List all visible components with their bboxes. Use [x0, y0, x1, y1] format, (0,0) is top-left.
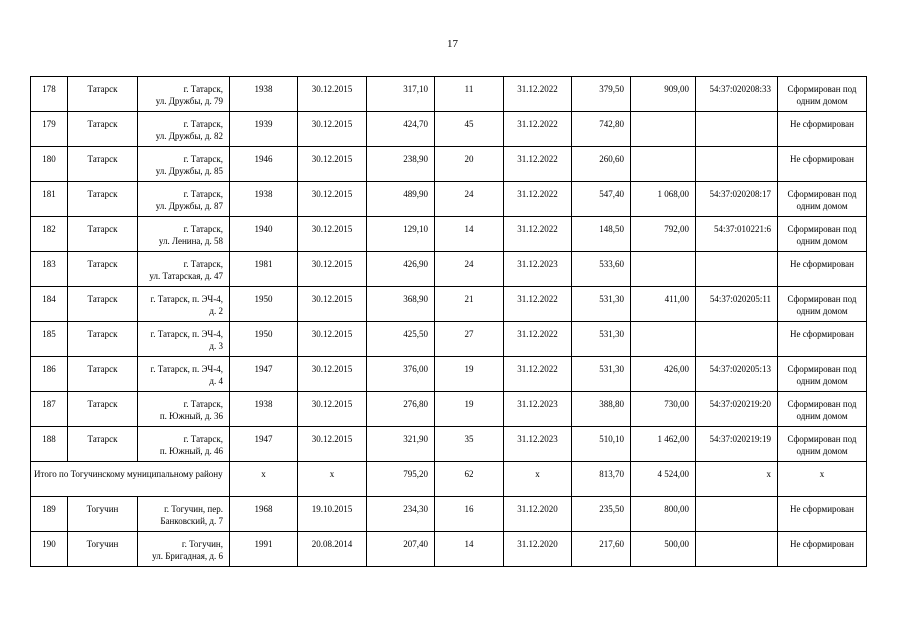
status-cell: Сформирован под одним домом	[778, 77, 867, 112]
residents-cell: 27	[435, 322, 504, 357]
locality-cell: Татарск	[68, 392, 138, 427]
area-cell: 795,20	[367, 462, 435, 497]
table-row	[31, 182, 867, 217]
year-cell: 1946	[230, 147, 298, 182]
total-label-cell: Итого по Тогучинскому муниципальному району	[31, 462, 230, 497]
address-cell: г. Тогучин, пер. Банковский, д. 7	[138, 497, 230, 532]
residents-cell: 24	[435, 182, 504, 217]
land-area-cell: 730,00	[631, 392, 696, 427]
table-row	[31, 252, 867, 287]
land-area-cell: 1 068,00	[631, 182, 696, 217]
status-cell: Сформирован под одним домом	[778, 217, 867, 252]
date-cell: 30.12.2015	[298, 217, 367, 252]
page-number: 17	[447, 38, 458, 50]
cadastre-cell	[696, 147, 778, 182]
year-cell: 1981	[230, 252, 298, 287]
residents-cell: 21	[435, 287, 504, 322]
status-cell: Сформирован под одним домом	[778, 427, 867, 462]
land-area-cell	[631, 112, 696, 147]
locality-cell: Татарск	[68, 322, 138, 357]
table-row	[31, 217, 867, 252]
status-cell: х	[778, 462, 867, 497]
address-cell: г. Татарск, ул. Татарская, д. 47	[138, 252, 230, 287]
deadline-cell: 31.12.2023	[504, 392, 572, 427]
locality-cell: Тогучин	[68, 497, 138, 532]
cadastre-cell	[696, 532, 778, 567]
cadastre-cell: 54:37:020208:17	[696, 182, 778, 217]
area2-cell: 531,30	[572, 357, 631, 392]
date-cell: 30.12.2015	[298, 112, 367, 147]
area-cell: 238,90	[367, 147, 435, 182]
residents-cell: 14	[435, 217, 504, 252]
cadastre-cell: 54:37:020219:20	[696, 392, 778, 427]
status-cell: Не сформирован	[778, 532, 867, 567]
area-cell: 317,10	[367, 77, 435, 112]
cadastre-cell: 54:37:020205:13	[696, 357, 778, 392]
row-number-cell: 187	[31, 392, 68, 427]
date-cell: 20.08.2014	[298, 532, 367, 567]
area-cell: 207,40	[367, 532, 435, 567]
area-cell: 426,90	[367, 252, 435, 287]
area-cell: 129,10	[367, 217, 435, 252]
land-area-cell: 411,00	[631, 287, 696, 322]
year-cell: 1950	[230, 287, 298, 322]
address-cell: г. Татарск, п. Южный, д. 46	[138, 427, 230, 462]
locality-cell: Татарск	[68, 357, 138, 392]
area-cell: 489,90	[367, 182, 435, 217]
area2-cell: 388,80	[572, 392, 631, 427]
area2-cell: 260,60	[572, 147, 631, 182]
cadastre-cell: х	[696, 462, 778, 497]
locality-cell: Татарск	[68, 182, 138, 217]
deadline-cell: 31.12.2022	[504, 322, 572, 357]
row-number-cell: 188	[31, 427, 68, 462]
row-number-cell: 186	[31, 357, 68, 392]
status-cell: Сформирован под одним домом	[778, 182, 867, 217]
status-cell: Не сформирован	[778, 112, 867, 147]
deadline-cell: 31.12.2020	[504, 497, 572, 532]
address-cell: г. Татарск, п. ЭЧ-4, д. 3	[138, 322, 230, 357]
area2-cell: 379,50	[572, 77, 631, 112]
cadastre-cell: 54:37:020205:11	[696, 287, 778, 322]
address-cell: г. Татарск, ул. Дружбы, д. 79	[138, 77, 230, 112]
table-row	[31, 497, 867, 532]
row-number-cell: 180	[31, 147, 68, 182]
area-cell: 376,00	[367, 357, 435, 392]
table-row	[31, 392, 867, 427]
land-area-cell: 426,00	[631, 357, 696, 392]
date-cell: 30.12.2015	[298, 287, 367, 322]
row-number-cell: 181	[31, 182, 68, 217]
deadline-cell: 31.12.2022	[504, 287, 572, 322]
land-area-cell: 4 524,00	[631, 462, 696, 497]
land-area-cell: 792,00	[631, 217, 696, 252]
deadline-cell: 31.12.2022	[504, 217, 572, 252]
status-cell: Сформирован под одним домом	[778, 287, 867, 322]
cadastre-cell	[696, 322, 778, 357]
table-row	[31, 532, 867, 567]
area2-cell: 813,70	[572, 462, 631, 497]
residents-cell: 16	[435, 497, 504, 532]
residents-cell: 35	[435, 427, 504, 462]
row-number-cell: 179	[31, 112, 68, 147]
buildings-table	[30, 76, 867, 567]
deadline-cell: 31.12.2022	[504, 112, 572, 147]
row-number-cell: 190	[31, 532, 68, 567]
table-row	[31, 77, 867, 112]
table-row	[31, 287, 867, 322]
area-cell: 425,50	[367, 322, 435, 357]
table-row	[31, 147, 867, 182]
year-cell: 1938	[230, 182, 298, 217]
address-cell: г. Татарск, ул. Дружбы, д. 82	[138, 112, 230, 147]
address-cell: г. Татарск, п. ЭЧ-4, д. 4	[138, 357, 230, 392]
date-cell: 30.12.2015	[298, 392, 367, 427]
deadline-cell: 31.12.2022	[504, 357, 572, 392]
date-cell: 30.12.2015	[298, 182, 367, 217]
area2-cell: 217,60	[572, 532, 631, 567]
table-row	[31, 357, 867, 392]
cadastre-cell	[696, 252, 778, 287]
date-cell: 30.12.2015	[298, 77, 367, 112]
area2-cell: 235,50	[572, 497, 631, 532]
land-area-cell	[631, 147, 696, 182]
status-cell: Не сформирован	[778, 497, 867, 532]
area2-cell: 148,50	[572, 217, 631, 252]
row-number-cell: 182	[31, 217, 68, 252]
address-cell: г. Тогучин, ул. Бригадная, д. 6	[138, 532, 230, 567]
table-row	[31, 322, 867, 357]
year-cell: 1950	[230, 322, 298, 357]
locality-cell: Татарск	[68, 77, 138, 112]
row-number-cell: 184	[31, 287, 68, 322]
cadastre-cell: 54:37:020219:19	[696, 427, 778, 462]
deadline-cell: 31.12.2023	[504, 252, 572, 287]
address-cell: г. Татарск, ул. Ленина, д. 58	[138, 217, 230, 252]
date-cell: 30.12.2015	[298, 147, 367, 182]
year-cell: 1938	[230, 392, 298, 427]
area-cell: 234,30	[367, 497, 435, 532]
status-cell: Сформирован под одним домом	[778, 357, 867, 392]
year-cell: 1991	[230, 532, 298, 567]
locality-cell: Татарск	[68, 287, 138, 322]
residents-cell: 45	[435, 112, 504, 147]
deadline-cell: 31.12.2022	[504, 77, 572, 112]
date-cell: 30.12.2015	[298, 252, 367, 287]
year-cell: 1947	[230, 427, 298, 462]
row-number-cell: 183	[31, 252, 68, 287]
locality-cell: Тогучин	[68, 532, 138, 567]
table-row	[31, 112, 867, 147]
year-cell: 1939	[230, 112, 298, 147]
land-area-cell: 500,00	[631, 532, 696, 567]
table-row	[31, 427, 867, 462]
year-cell: 1947	[230, 357, 298, 392]
area2-cell: 547,40	[572, 182, 631, 217]
locality-cell: Татарск	[68, 252, 138, 287]
locality-cell: Татарск	[68, 217, 138, 252]
date-cell: х	[298, 462, 367, 497]
cadastre-cell: 54:37:010221:6	[696, 217, 778, 252]
residents-cell: 11	[435, 77, 504, 112]
locality-cell: Татарск	[68, 112, 138, 147]
area-cell: 424,70	[367, 112, 435, 147]
status-cell: Не сформирован	[778, 322, 867, 357]
address-cell: г. Татарск, ул. Дружбы, д. 87	[138, 182, 230, 217]
deadline-cell: 31.12.2022	[504, 182, 572, 217]
area2-cell: 533,60	[572, 252, 631, 287]
deadline-cell: 31.12.2022	[504, 147, 572, 182]
residents-cell: 24	[435, 252, 504, 287]
address-cell: г. Татарск, п. Южный, д. 36	[138, 392, 230, 427]
status-cell: Сформирован под одним домом	[778, 392, 867, 427]
cadastre-cell: 54:37:020208:33	[696, 77, 778, 112]
year-cell: 1940	[230, 217, 298, 252]
deadline-cell: х	[504, 462, 572, 497]
area2-cell: 742,80	[572, 112, 631, 147]
status-cell: Не сформирован	[778, 147, 867, 182]
date-cell: 30.12.2015	[298, 322, 367, 357]
residents-cell: 14	[435, 532, 504, 567]
year-cell: 1968	[230, 497, 298, 532]
residents-cell: 20	[435, 147, 504, 182]
row-number-cell: 185	[31, 322, 68, 357]
cadastre-cell	[696, 112, 778, 147]
row-number-cell: 178	[31, 77, 68, 112]
deadline-cell: 31.12.2020	[504, 532, 572, 567]
year-cell: 1938	[230, 77, 298, 112]
area2-cell: 531,30	[572, 322, 631, 357]
residents-cell: 62	[435, 462, 504, 497]
status-cell: Не сформирован	[778, 252, 867, 287]
date-cell: 19.10.2015	[298, 497, 367, 532]
total-row	[31, 462, 867, 497]
date-cell: 30.12.2015	[298, 427, 367, 462]
row-number-cell: 189	[31, 497, 68, 532]
date-cell: 30.12.2015	[298, 357, 367, 392]
residents-cell: 19	[435, 392, 504, 427]
residents-cell: 19	[435, 357, 504, 392]
land-area-cell: 1 462,00	[631, 427, 696, 462]
land-area-cell: 909,00	[631, 77, 696, 112]
land-area-cell: 800,00	[631, 497, 696, 532]
area-cell: 321,90	[367, 427, 435, 462]
locality-cell: Татарск	[68, 147, 138, 182]
area2-cell: 510,10	[572, 427, 631, 462]
area-cell: 368,90	[367, 287, 435, 322]
locality-cell: Татарск	[68, 427, 138, 462]
area-cell: 276,80	[367, 392, 435, 427]
area2-cell: 531,30	[572, 287, 631, 322]
land-area-cell	[631, 252, 696, 287]
land-area-cell	[631, 322, 696, 357]
deadline-cell: 31.12.2023	[504, 427, 572, 462]
address-cell: г. Татарск, п. ЭЧ-4, д. 2	[138, 287, 230, 322]
address-cell: г. Татарск, ул. Дружбы, д. 85	[138, 147, 230, 182]
cadastre-cell	[696, 497, 778, 532]
year-cell: х	[230, 462, 298, 497]
